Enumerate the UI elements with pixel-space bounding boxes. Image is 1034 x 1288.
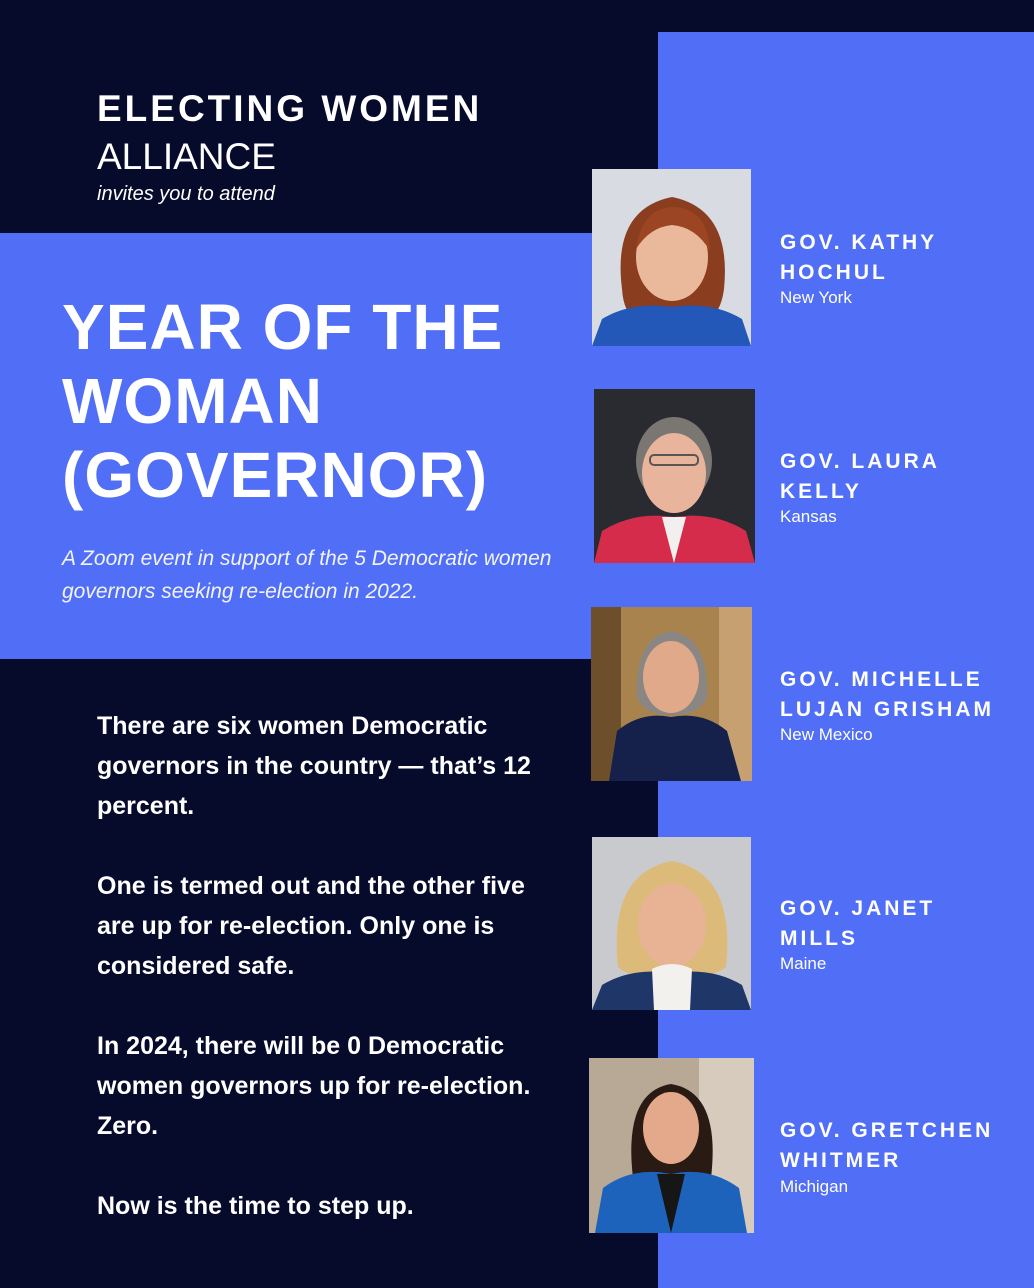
body-copy	[97, 706, 557, 1266]
governor-state: Michigan	[780, 1177, 849, 1196]
portrait-whitmer	[589, 1058, 754, 1233]
portrait-lujan-grisham	[591, 607, 752, 781]
governor-state: Kansas	[780, 507, 837, 526]
governor-state: New York	[780, 288, 852, 307]
portrait-mills	[592, 837, 751, 1010]
event-title: YEAR OF THE WOMAN (GOVERNOR)	[62, 291, 504, 511]
governor-name: GOV. MICHELLE LUJAN GRISHAM	[780, 668, 995, 721]
invite-text: invites you to attend	[97, 183, 275, 205]
governor-state: New Mexico	[780, 725, 873, 744]
governor-name: GOV. LAURA KELLY	[780, 450, 940, 503]
body-paragraph: In 2024, there will be 0 Democratic women governors up for re-election. Zero.	[97, 1032, 531, 1140]
governor-name: GOV. GRETCHEN WHITMER	[780, 1119, 994, 1172]
governor-name: GOV. JANET MILLS	[780, 897, 936, 950]
portrait-hochul	[592, 169, 751, 346]
body-paragraph: There are six women Democratic governors in the country — that’s 12 percent.	[97, 712, 531, 820]
governor-name: GOV. KATHY HOCHUL	[780, 231, 937, 284]
governor-state: Maine	[780, 954, 827, 973]
body-paragraph: Now is the time to step up.	[97, 1192, 414, 1220]
event-description: A Zoom event in support of the 5 Democratic women governors seeking re-election in 2022.	[62, 547, 552, 603]
body-paragraph: One is termed out and the other five are up for re-election. Only one is considered safe.	[97, 872, 525, 980]
org-name-line-2: ALLIANCE	[97, 136, 276, 177]
portrait-kelly	[594, 389, 755, 563]
org-name-line-1: ELECTING WOMEN	[97, 88, 483, 129]
